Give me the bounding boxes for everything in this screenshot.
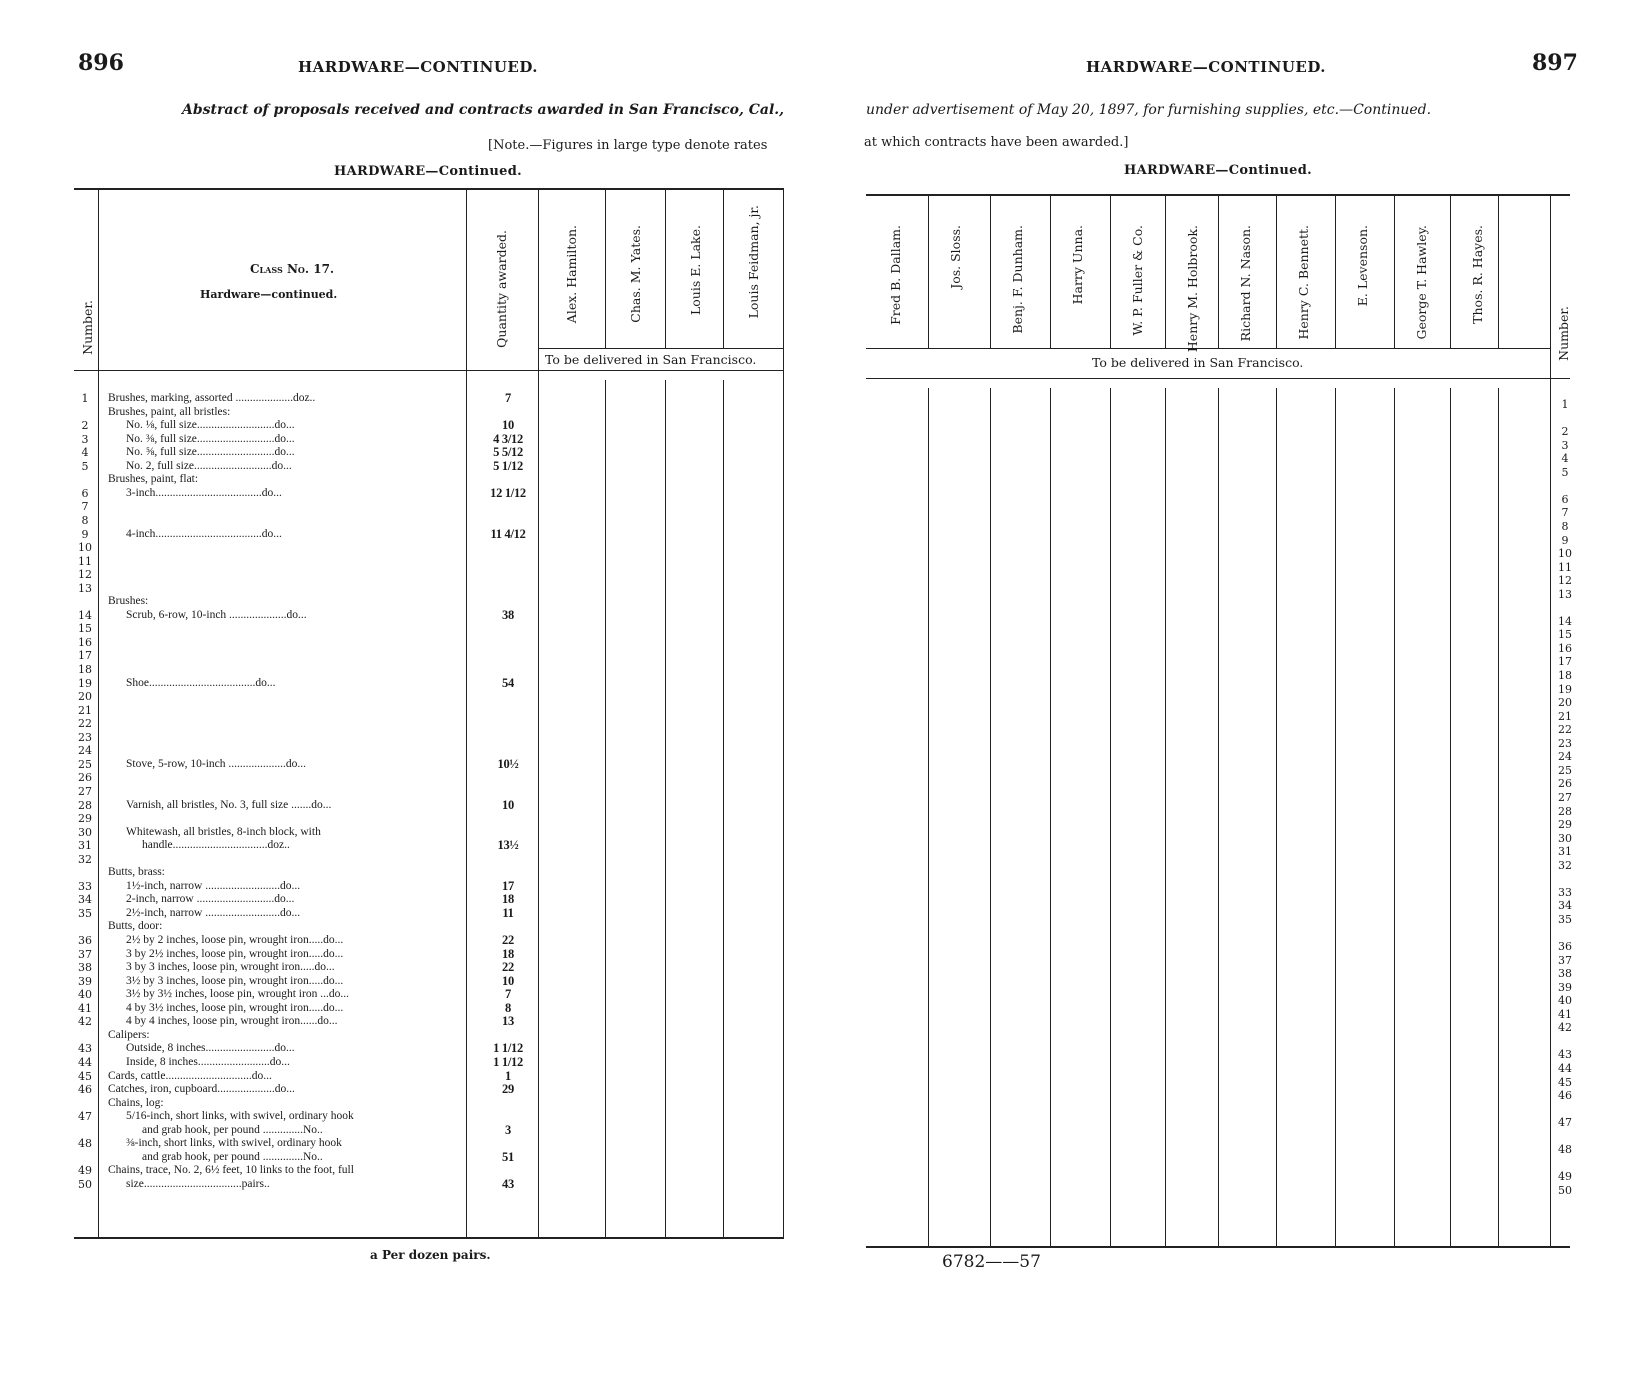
right-row-number: 7	[1561, 506, 1569, 520]
row-description: Brushes, paint, flat:	[108, 473, 199, 486]
row-description: Brushes, paint, all bristles:	[108, 405, 231, 418]
row-description: 2½-inch, narrow ..........................do...	[126, 906, 301, 919]
row-description: 5/16-inch, short links, with swivel, ordinary hook	[126, 1110, 354, 1123]
bidder-0: Alex. Hamilton.	[564, 225, 579, 324]
row-number: 5	[81, 459, 89, 473]
right-row-number: 35	[1558, 912, 1572, 926]
row-number: 22	[78, 717, 92, 731]
row-quantity: 7	[505, 391, 511, 405]
row-quantity: 22	[502, 933, 514, 947]
row-quantity: 43	[502, 1176, 514, 1191]
row-number: 3	[81, 432, 89, 446]
right-row-number: 21	[1558, 709, 1572, 723]
row-number: 19	[78, 676, 92, 690]
right-row-number: 15	[1558, 628, 1572, 642]
row-number: 35	[78, 906, 92, 920]
row-description: 2-inch, narrow ...........................do...	[126, 893, 295, 906]
right-row-number: 45	[1558, 1075, 1572, 1089]
row-quantity: 51	[502, 1149, 514, 1164]
row-description: 3½ by 3 inches, loose pin, wrought iron.....do...	[126, 974, 344, 987]
right-row-number: 26	[1558, 777, 1572, 791]
row-number: 20	[78, 690, 92, 704]
right-row-number: 18	[1558, 669, 1572, 682]
row-number: 7	[81, 500, 89, 514]
right-row-number: 10	[1558, 547, 1572, 561]
right-bidder-6: Richard N. Nason.	[1238, 225, 1253, 342]
right-row-number: 43	[1558, 1048, 1572, 1062]
right-abstract-title: under advertisement of May 20, 1897, for furnishing supplies, etc.—Continued.	[866, 102, 1432, 118]
bidder-3: Louis Feidman, jr.	[746, 205, 761, 319]
right-row-number: 40	[1558, 994, 1572, 1008]
right-row-number: 11	[1558, 560, 1572, 574]
row-description: Shoe.....................................do...	[126, 676, 276, 689]
row-number: 46	[78, 1083, 92, 1097]
right-delivered: To be delivered in San Francisco.	[1092, 355, 1304, 370]
row-description: Catches, iron, cupboard....................do...	[108, 1083, 295, 1096]
right-row-number: 22	[1558, 723, 1572, 737]
row-quantity: 3	[505, 1122, 511, 1137]
right-bidder-1: Jos. Sloss.	[948, 225, 963, 289]
row-number: 16	[78, 635, 92, 649]
row-quantity: 10	[502, 973, 514, 988]
row-quantity: 29	[502, 1082, 514, 1097]
row-description: 3-inch.....................................do...	[126, 486, 282, 499]
row-description: Outside, 8 inches........................do...	[126, 1042, 295, 1055]
row-description: Chains, trace, No. 2, 6½ feet, 10 links to the foot, full	[108, 1164, 354, 1177]
right-row-number: 27	[1558, 790, 1572, 804]
right-row-number: 31	[1558, 845, 1572, 859]
row-number: 10	[78, 541, 92, 555]
right-row-number: 42	[1558, 1021, 1572, 1035]
row-quantity: 10	[502, 418, 514, 433]
row-number: 40	[78, 988, 92, 1002]
row-description: 3½ by 3½ inches, loose pin, wrought iron ...do...	[126, 988, 349, 1001]
row-number: 34	[78, 893, 92, 907]
right-row-number: 33	[1558, 885, 1572, 899]
right-row-number: 14	[1558, 614, 1572, 628]
row-quantity: 1	[505, 1068, 511, 1083]
left-abstract-title: Abstract of proposals received and contracts awarded in San Francisco, Cal.,	[182, 102, 785, 118]
row-number: 26	[78, 771, 92, 785]
row-number: 43	[78, 1042, 92, 1056]
row-number: 45	[78, 1069, 92, 1083]
row-description: 4 by 3½ inches, loose pin, wrought iron.....do...	[126, 1001, 344, 1014]
row-number: 28	[78, 798, 92, 812]
right-section-title: HARDWARE—Continued.	[1124, 163, 1312, 178]
row-quantity: 1 1/12	[493, 1041, 523, 1056]
right-row-number: 36	[1558, 940, 1572, 953]
row-number: 25	[78, 757, 92, 771]
row-quantity: 12 1/12	[490, 485, 526, 500]
class-title: Class No. 17.	[250, 262, 335, 276]
row-quantity: 54	[502, 675, 514, 690]
right-row-number: 32	[1558, 858, 1572, 872]
row-description: Stove, 5-row, 10-inch ....................do...	[126, 757, 307, 770]
left-page-number: 896	[78, 50, 124, 76]
right-row-number: 6	[1561, 492, 1569, 506]
right-row-number: 4	[1561, 452, 1569, 466]
row-number: 9	[81, 527, 89, 541]
right-row-number: 39	[1558, 980, 1572, 994]
row-number: 42	[78, 1015, 92, 1029]
row-quantity: 10½	[497, 756, 519, 771]
right-bidder-7: Henry C. Bennett.	[1296, 225, 1311, 340]
row-quantity: 5 5/12	[493, 445, 523, 460]
row-description: Butts, brass:	[108, 866, 165, 879]
row-quantity: 4 3/12	[493, 431, 523, 446]
bidder-2: Louis E. Lake.	[688, 225, 703, 316]
row-description: Inside, 8 inches.........................do...	[126, 1055, 290, 1068]
row-quantity: 10	[502, 797, 514, 812]
row-number: 38	[78, 961, 92, 975]
right-row-number: 24	[1558, 750, 1572, 764]
row-quantity: 38	[502, 607, 514, 622]
row-quantity: 13½	[497, 838, 519, 853]
left-section-title: HARDWARE—Continued.	[334, 164, 522, 179]
row-number: 48	[78, 1137, 92, 1151]
right-row-number: 1	[1561, 398, 1569, 411]
row-number: 17	[78, 649, 92, 663]
right-row-number: 41	[1558, 1007, 1572, 1021]
row-number: 41	[78, 1001, 92, 1015]
right-bidder-8: E. Levenson.	[1355, 225, 1370, 307]
row-number: 1	[81, 392, 89, 405]
left-col-number: Number.	[80, 300, 95, 355]
right-row-number: 13	[1558, 587, 1572, 601]
row-number: 2	[81, 419, 89, 433]
left-note: [Note.—Figures in large type denote rates	[488, 138, 768, 153]
right-row-number: 44	[1558, 1061, 1572, 1075]
class-subtitle: Hardware—continued.	[200, 288, 338, 301]
row-number: 49	[78, 1164, 92, 1178]
right-row-number: 2	[1561, 425, 1569, 439]
row-quantity: 5 1/12	[493, 458, 523, 473]
row-description: No. ⅜, full size...........................do...	[126, 432, 295, 445]
row-description: size..................................pairs..	[126, 1177, 270, 1190]
row-number: 21	[78, 703, 92, 717]
right-page-number: 897	[1532, 50, 1578, 76]
row-description: Cards, cattle..............................do...	[108, 1069, 272, 1082]
right-row-number: 50	[1558, 1183, 1572, 1197]
row-description: 2½ by 2 inches, loose pin, wrought iron.....do...	[126, 934, 344, 946]
right-row-number: 12	[1558, 574, 1572, 588]
right-row-number: 9	[1561, 533, 1569, 547]
row-description: Calipers:	[108, 1028, 150, 1041]
right-footer: 6782——57	[942, 1252, 1041, 1272]
row-description: Butts, door:	[108, 920, 163, 933]
right-bidder-9: George T. Hawley.	[1414, 225, 1429, 340]
row-number: 18	[78, 663, 92, 676]
row-number: 31	[78, 839, 92, 853]
right-bidder-2: Benj. F. Dunham.	[1010, 225, 1025, 334]
right-row-number: 47	[1558, 1116, 1572, 1130]
row-quantity: 8	[505, 1000, 511, 1015]
row-number: 47	[78, 1110, 92, 1124]
right-row-number: 46	[1558, 1089, 1572, 1103]
right-row-number: 38	[1558, 967, 1572, 981]
row-description: Brushes:	[108, 595, 149, 608]
col-quantity: Quantity awarded.	[494, 230, 509, 348]
row-number: 4	[81, 446, 89, 460]
row-number: 8	[81, 513, 89, 527]
right-row-number: 16	[1558, 641, 1572, 655]
right-row-number: 37	[1558, 953, 1572, 967]
row-number: 24	[78, 744, 92, 758]
left-running-head: HARDWARE—CONTINUED.	[298, 58, 539, 76]
row-quantity: 18	[502, 892, 514, 907]
row-number: 13	[78, 581, 92, 595]
row-description: Whitewash, all bristles, 8-inch block, with	[126, 825, 321, 838]
row-number: 36	[78, 934, 92, 947]
right-row-number: 19	[1558, 682, 1572, 696]
row-description: 3 by 3 inches, loose pin, wrought iron.....do...	[126, 961, 335, 974]
right-row-number: 20	[1558, 696, 1572, 710]
row-quantity: 1 1/12	[493, 1054, 523, 1069]
row-description: 1½-inch, narrow ..........................do...	[126, 879, 301, 892]
bidder-1: Chas. M. Yates.	[628, 225, 643, 323]
row-description: ⅜-inch, short links, with swivel, ordinary hook	[126, 1137, 342, 1150]
left-delivered: To be delivered in San Francisco.	[545, 352, 757, 367]
right-row-number: 49	[1558, 1170, 1572, 1184]
row-number: 11	[78, 554, 92, 568]
right-row-number: 48	[1558, 1143, 1572, 1157]
row-number: 29	[78, 812, 92, 826]
row-number: 30	[78, 825, 92, 839]
row-number: 50	[78, 1177, 92, 1191]
right-row-number: 29	[1558, 818, 1572, 832]
right-row-number: 17	[1558, 655, 1572, 669]
row-description: Scrub, 6-row, 10-inch ....................do...	[126, 608, 307, 621]
row-number: 12	[78, 568, 92, 582]
row-number: 37	[78, 947, 92, 961]
row-number: 15	[78, 622, 92, 636]
right-row-number: 5	[1561, 465, 1569, 479]
row-quantity: 22	[502, 960, 514, 975]
row-quantity: 11 4/12	[490, 526, 526, 541]
right-running-head: HARDWARE—CONTINUED.	[1086, 58, 1327, 76]
right-row-number: 25	[1558, 763, 1572, 777]
right-row-number: 23	[1558, 736, 1572, 750]
row-number: 27	[78, 784, 92, 798]
row-description: Chains, log:	[108, 1096, 164, 1109]
row-description: No. 2, full size...........................do...	[126, 459, 292, 472]
row-description: and grab hook, per pound ..............No..	[142, 1123, 323, 1136]
row-number: 39	[78, 974, 92, 988]
right-bidder-10: Thos. R. Hayes.	[1470, 225, 1485, 324]
right-row-number: 8	[1561, 519, 1569, 533]
row-number: 23	[78, 730, 92, 744]
right-col-number: Number.	[1556, 306, 1571, 361]
row-description: No. ⅛, full size...........................do...	[126, 419, 295, 432]
row-description: handle.................................doz..	[142, 839, 290, 852]
right-row-number: 34	[1558, 899, 1572, 913]
row-quantity: 18	[502, 946, 514, 961]
row-number: 32	[78, 852, 92, 866]
row-number: 14	[78, 608, 92, 622]
right-bidder-4: W. P. Fuller & Co.	[1130, 225, 1145, 336]
row-quantity: 7	[505, 987, 511, 1002]
right-note: at which contracts have been awarded.]	[864, 135, 1129, 150]
row-description: 4 by 4 inches, loose pin, wrought iron......do...	[126, 1015, 338, 1028]
right-row-number: 30	[1558, 831, 1572, 845]
row-quantity: 13	[502, 1014, 514, 1029]
row-number: 44	[78, 1055, 92, 1069]
right-row-number: 28	[1558, 804, 1572, 818]
row-number: 6	[81, 486, 89, 500]
left-footnote: a Per dozen pairs.	[370, 1248, 491, 1262]
row-description: 3 by 2½ inches, loose pin, wrought iron.....do...	[126, 947, 344, 960]
right-row-number: 3	[1561, 438, 1569, 452]
row-number: 33	[78, 879, 92, 893]
row-description: 4-inch.....................................do...	[126, 527, 282, 540]
right-bidder-5: Henry M. Holbrook.	[1185, 225, 1200, 353]
row-quantity: 11	[502, 905, 514, 920]
row-description: and grab hook, per pound ..............No..	[142, 1150, 323, 1163]
row-quantity: 17	[502, 878, 514, 893]
row-description: Varnish, all bristles, No. 3, full size .......do...	[126, 798, 332, 811]
row-description: No. ⅝, full size...........................do...	[126, 446, 295, 459]
right-bidder-3: Harry Unna.	[1070, 225, 1085, 305]
right-bidder-0: Fred B. Dallam.	[888, 225, 903, 325]
row-description: Brushes, marking, assorted ....................doz..	[108, 392, 316, 404]
